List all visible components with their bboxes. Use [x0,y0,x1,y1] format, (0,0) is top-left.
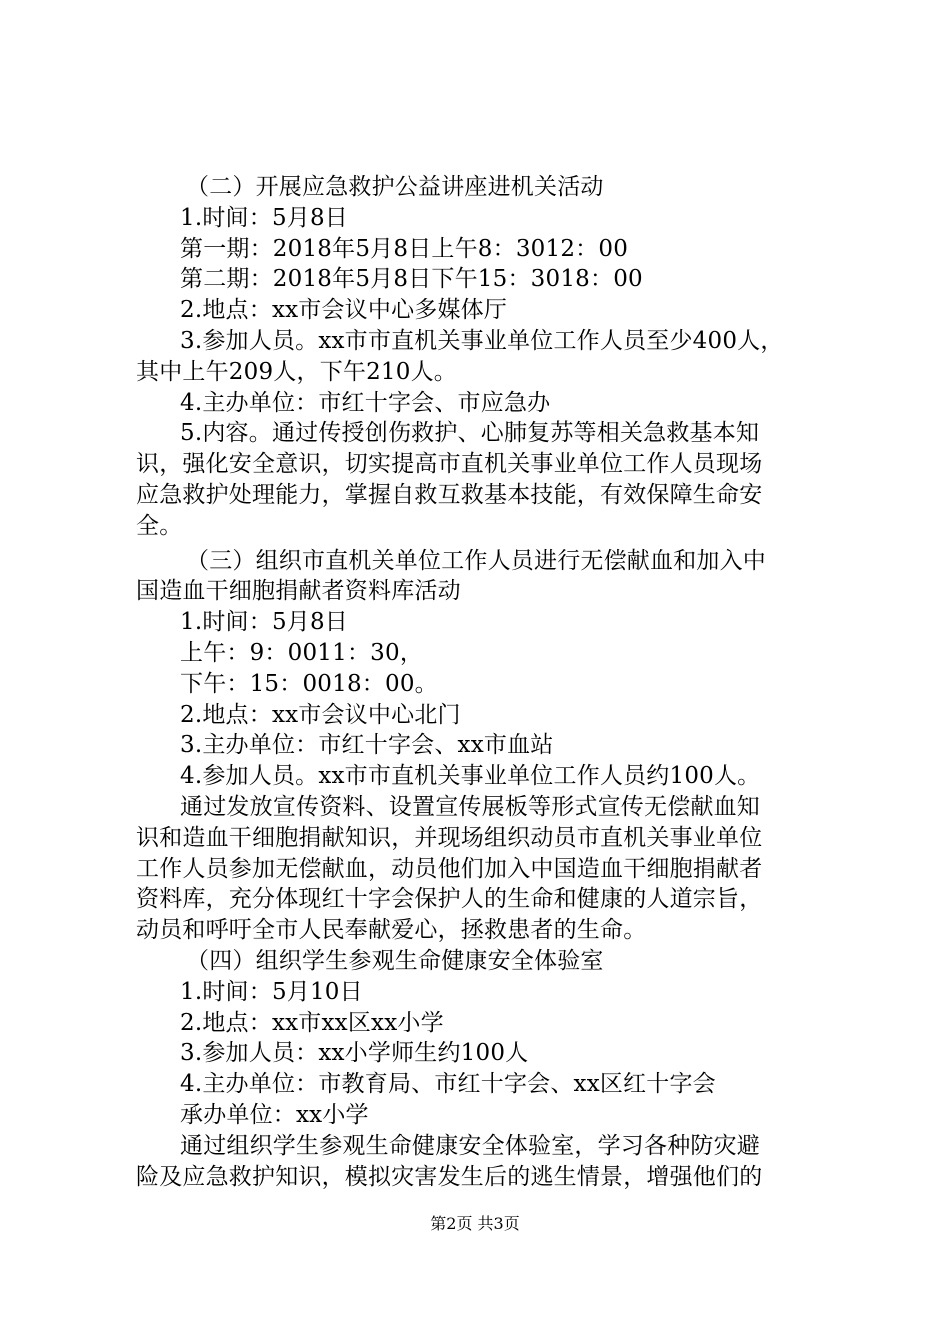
paragraph-line: 通过组织学生参观生命健康安全体验室，学习各种防灾避 [180,1132,760,1159]
paragraph-line: 1.时间：5月10日 [180,978,363,1005]
paragraph-line: 4.主办单位：市教育局、市红十字会、xx区红十字会 [180,1071,716,1098]
paragraph-line: 1.时间：5月8日 [180,609,349,636]
paragraph-line: 其中上午209人，下午210人。 [136,358,457,385]
paragraph-line: 全。 [136,512,183,539]
paragraph-line: 2.地点：xx市xx区xx小学 [180,1009,444,1036]
paragraph-line: 识和造血干细胞捐献知识，并现场组织动员市直机关事业单位 [136,824,763,851]
paragraph-line: 动员和呼吁全市人民奉献爱心，拯救患者的生命。 [136,917,647,944]
paragraph-line: 识，强化安全意识，切实提高市直机关事业单位工作人员现场 [136,451,763,478]
paragraph-line: 第二期：2018年5月8日下午15：3018：00 [180,266,643,293]
paragraph-line: 通过发放宣传资料、设置宣传展板等形式宣传无偿献血知 [180,793,760,820]
paragraph-line: 工作人员参加无偿献血，动员他们加入中国造血干细胞捐献者 [136,855,763,882]
section-heading-4: （四）组织学生参观生命健康安全体验室 [186,947,604,974]
section-heading-3: （三）组织市直机关单位工作人员进行无偿献血和加入中 [186,547,766,574]
paragraph-line: 上午：9：0011：30， [180,639,424,666]
paragraph-line: 5.内容。通过传授创伤救护、心肺复苏等相关急救基本知 [180,420,760,447]
paragraph-line: 第一期：2018年5月8日上午8：3012：00 [180,235,629,262]
paragraph-line: 险及应急救护知识，模拟灾害发生后的逃生情景，增强他们的 [136,1163,763,1190]
paragraph-line: 2.地点：xx市会议中心北门 [180,701,461,728]
paragraph-line: 4.主办单位：市红十字会、市应急办 [180,389,551,416]
paragraph-line: 应急救护处理能力，掌握自救互救基本技能，有效保障生命安 [136,481,763,508]
paragraph-line: 2.地点：xx市会议中心多媒体厅 [180,297,508,324]
document-body [136,172,826,1192]
paragraph-line: 3.主办单位：市红十字会、xx市血站 [180,732,554,759]
section-heading-2: （二）开展应急救护公益讲座进机关活动 [186,174,604,200]
paragraph-line: 1.时间：5月8日 [180,204,349,231]
paragraph-line: 资料库，充分体现红十字会保护人的生命和健康的人道宗旨， [136,886,763,913]
paragraph-line: 下午：15：0018：00。 [180,670,438,697]
paragraph-line: 国造血干细胞捐献者资料库活动 [136,578,461,605]
paragraph-line: 3.参加人员：xx小学师生约100人 [180,1040,529,1067]
page-number-label: 第2页 共3页 [430,1214,520,1233]
paragraph-line: 承办单位：xx小学 [180,1101,369,1128]
paragraph-line: 3.参加人员。xx市市直机关事业单位工作人员至少400人， [180,327,784,354]
paragraph-line: 4.参加人员。xx市市直机关事业单位工作人员约100人。 [180,763,761,790]
page-footer [0,1214,950,1234]
